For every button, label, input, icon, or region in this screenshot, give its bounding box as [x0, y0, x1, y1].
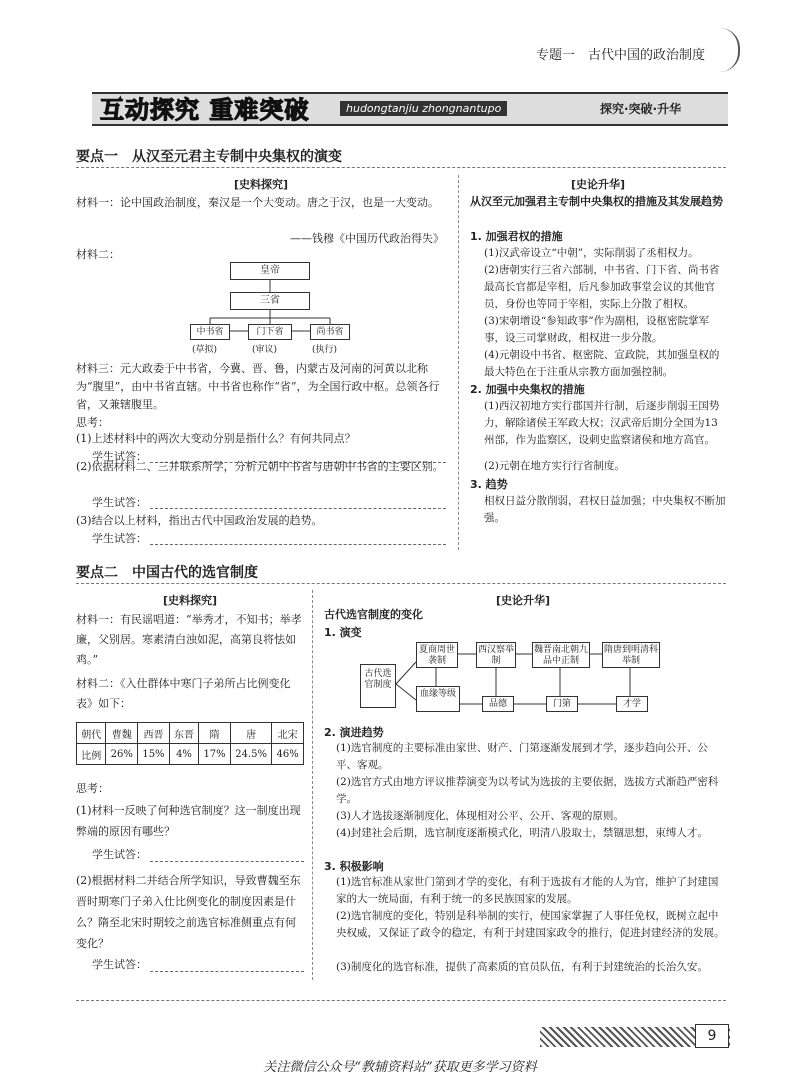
section1-right-label: [史论升华]: [570, 178, 626, 191]
s1-answer2-line[interactable]: [150, 508, 446, 509]
s2-r3-1: (1)选官标准从家世门第到才学的变化，有利于选拔有才能的人为官，维护了封建国家的大一统局面，有利于统一的多民族国家的发展。: [336, 876, 719, 905]
table-cell: 比例: [77, 744, 106, 765]
table-cell: 46%: [272, 744, 304, 765]
s2-r2-1: (1)选官制度的主要标准由家世、财产、门第逐渐发展到才学，逐步趋向公开、公平、客观。: [336, 742, 708, 771]
s2-question2: (2)根据材料二并结合所学知识，导致曹魏至东晋时期寒门子弟入仕比例变化的制度因素是什么？隋至北宋时期较之前选官标准侧重点有何变化？: [76, 874, 301, 950]
section1-left-label: [史料探究]: [233, 178, 289, 191]
divider: [76, 583, 726, 584]
enrollment-ratio-table: [76, 722, 304, 765]
column-divider: [312, 590, 313, 980]
table-cell: 4%: [169, 744, 198, 765]
divider: [76, 1000, 726, 1001]
s1-r1-1: (1)汉武帝设立“中朝”，实际削弱了丞相权力。: [484, 247, 699, 259]
s1-answer1-label: 学生试答：: [92, 450, 147, 463]
footer-note: 关注微信公众号“教辅资料站”获取更多学习资料: [263, 1060, 537, 1075]
table-cell: 隋: [199, 723, 231, 744]
s1-r3-1: 相权日益分散削弱，君权日益加强；中央集权不断加强。: [484, 495, 726, 524]
s1-answer2-label: 学生试答：: [92, 496, 147, 509]
s2-r3-heading: 3. 积极影响: [324, 860, 384, 873]
s1-answer3-line[interactable]: [150, 544, 446, 545]
s1-r1-4: (4)元朝设中书省、枢密院、宣政院，其加强皇权的最大特色在于注重从宗教方面加强控制。: [484, 349, 720, 378]
section1-title: 要点一 从汉至元君主专制中央集权的演变: [76, 149, 342, 165]
header-decoration: [720, 28, 740, 72]
s2-r2-heading: 2. 演进趋势: [324, 726, 384, 739]
s1-r1-2: (2)唐朝实行三省六部制，中书省、门下省、尚书省最高长官都是宰相，后凡参加政事堂会议的其他官员，身份也等同于宰相，实际上分散了相权。: [484, 264, 720, 310]
divider: [76, 167, 726, 168]
s2-material2: 材料二：《入仕群体中寒门子弟所占比例变化表》如下：: [76, 677, 291, 710]
talent-box: 才学: [616, 696, 648, 712]
imperial-exam-box: 隋唐到明清科举制: [602, 642, 660, 668]
s1-right-title: 从汉至元加强君主专制中央集权的措施及其发展趋势: [470, 195, 723, 208]
virtue-box: 品德: [482, 696, 514, 712]
s1-question1: (1)上述材料中的两次大变动分别是指什么？有何共同点？: [76, 432, 356, 445]
page-number: 9: [695, 1024, 729, 1048]
three-departments-box: 三省: [230, 292, 310, 310]
column-divider: [458, 175, 459, 550]
shangshu-role: (执行): [312, 345, 338, 355]
s2-r1-heading: 1. 演变: [324, 626, 362, 639]
s2-think: 思考：: [76, 782, 109, 795]
s1-r2-heading: 2. 加强中央集权的措施: [470, 383, 585, 396]
lineage-box: 门第: [546, 696, 578, 712]
s1-material3: 材料三：元大政委于中书省，今冀、晋、鲁，内蒙古及河南的河黄以北称为“腹里”，由中书省直辖。中书省也称作“省”，为全国行政中枢。总领各行省，又兼辖腹里。: [76, 362, 440, 411]
section2-left-label: [史料探究]: [162, 594, 218, 607]
zhongshu-box: 中书省: [190, 324, 230, 340]
bloodline-box: 血缘等级: [416, 686, 460, 712]
zhongshu-role: (草拟): [192, 345, 218, 355]
s2-material1: 材料一：有民谣唱道：“举秀才，不知书；举孝廉，父别居。寒素清白浊如泥，高第良将怯如鸡。”: [76, 613, 302, 666]
table-header-row: [77, 723, 304, 744]
s2-r2-2: (2)选官方式由地方评议推荐演变为以考试为选拔的主要依据，选拔方式渐趋严密科学。: [336, 776, 719, 805]
nine-rank-box: 魏晋南北朝九品中正制: [532, 642, 590, 668]
three-departments-diagram: [190, 258, 350, 358]
s2-r3-3: (3)制度化的选官标准，提供了高素质的官员队伍，有利于封建统治的长治久安。: [336, 961, 708, 973]
s1-r1-heading: 1. 加强君权的措施: [470, 230, 563, 243]
s2-answer2-label: 学生试答：: [92, 958, 147, 971]
emperor-box: 皇帝: [230, 262, 310, 280]
banner-subtitle: 探究·突破·升华: [600, 102, 682, 116]
s1-r1-3: (3)宋朝增设“参知政事”作为副相，设枢密院掌军事，设三司掌财政，相权进一步分散。: [484, 315, 710, 344]
s1-r3-heading: 3. 趋势: [470, 478, 508, 491]
table-cell: 西晋: [138, 723, 170, 744]
s1-r2-2: (2)元朝在地方实行行省制度。: [484, 460, 625, 472]
page-header-title: 专题一 古代中国的政治制度: [535, 48, 705, 63]
table-cell: 北宋: [272, 723, 304, 744]
table-cell: 15%: [138, 744, 170, 765]
s1-r2-1: (1)西汉初地方实行郡国并行制，后逐步削弱王国势力，解除诸侯王军政大权；汉武帝后期分全国为13州部，作为监察区，设刺史监察诸侯和地方高官。: [484, 400, 720, 446]
shangshu-box: 尚书省: [310, 324, 350, 340]
table-cell: 17%: [199, 744, 231, 765]
s1-think: 思考：: [76, 416, 109, 429]
s2-r2-3: (3)人才选拔逐渐制度化，体现相对公平、公开、客观的原则。: [336, 810, 624, 822]
s2-answer2-line[interactable]: [150, 971, 304, 972]
section2-right-label: [史论升华]: [495, 594, 551, 607]
recommendation-box: 西汉察举制: [476, 642, 516, 668]
table-cell: 24.5%: [230, 744, 271, 765]
banner-title: 互动探究 重难突破: [100, 96, 310, 124]
s1-question3: (3)结合以上材料，指出古代中国政治发展的趋势。: [76, 514, 323, 527]
s2-answer1-label: 学生试答：: [92, 848, 147, 861]
s1-material1-source: ——钱穆《中国历代政治得失》: [290, 232, 444, 245]
table-cell: 东晋: [169, 723, 198, 744]
table-cell: 唐: [230, 723, 271, 744]
banner-pinyin: hudongtanjiu zhongnantupo: [340, 101, 507, 116]
table-row: [77, 744, 304, 765]
table-cell: 朝代: [77, 723, 106, 744]
table-cell: 26%: [106, 744, 138, 765]
s2-r2-4: (4)封建社会后期，选官制度逐渐模式化，明清八股取士，禁锢思想，束缚人才。: [336, 827, 708, 839]
s1-answer3-label: 学生试答：: [92, 532, 147, 545]
s2-r3-2: (2)选官制度的变化，特别是科举制的实行，使国家掌握了人事任免权，既树立起中央权威，又保证了政令的稳定，有利于封建国家政令的推行，促进封建经济的发展。: [336, 910, 725, 939]
s2-question1: (1)材料一反映了何种选官制度？这一制度出现弊端的原因有哪些？: [76, 804, 301, 838]
s1-material1: 材料一：论中国政治制度，秦汉是一个大变动。唐之于汉，也是一大变动。: [76, 196, 439, 209]
s1-material2: 材料二：: [76, 248, 120, 261]
menxia-role: (审议): [252, 345, 278, 355]
menxia-box: 门下省: [248, 324, 292, 340]
ancient-selection-root: 古代选官制度: [360, 664, 396, 708]
s2-answer1-line[interactable]: [150, 861, 304, 862]
hereditary-box: 夏商周世袭制: [416, 642, 458, 668]
table-cell: 曹魏: [106, 723, 138, 744]
section2-title: 要点二 中国古代的选官制度: [76, 565, 258, 581]
selection-system-diagram: [360, 640, 700, 728]
s2-right-title: 古代选官制度的变化: [324, 608, 423, 621]
s1-question2: (2)依据材料二、三并联系所学，分析元朝中书省与唐朝中书省的主要区别。: [76, 460, 444, 473]
